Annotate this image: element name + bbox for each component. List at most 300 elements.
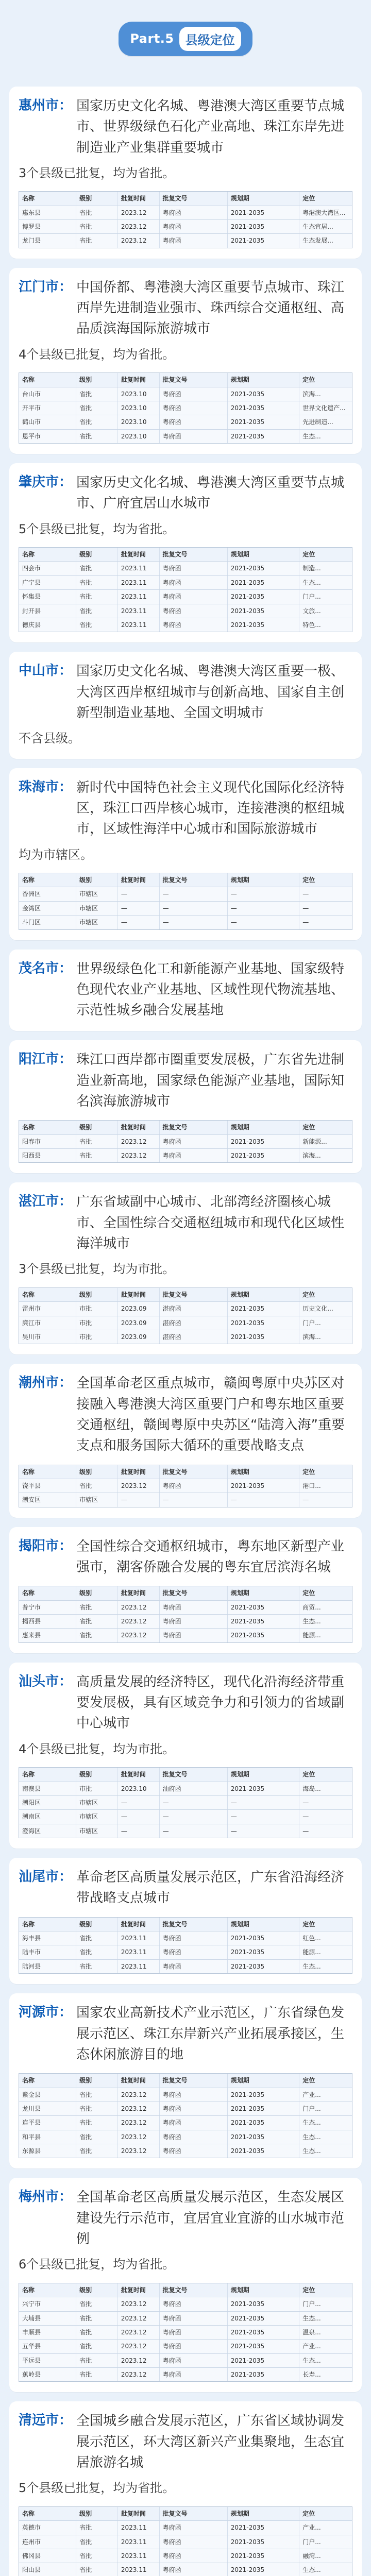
table-row bbox=[19, 618, 352, 632]
table-cell: 2023.12 bbox=[117, 2354, 159, 2367]
table-cell: 2021-2035 bbox=[227, 415, 299, 429]
table-cell: 2023.12 bbox=[117, 1149, 159, 1162]
table-row bbox=[19, 2563, 352, 2576]
table-cell: 省批 bbox=[76, 1149, 117, 1162]
table-row bbox=[19, 2144, 352, 2158]
table-header-cell: 规划期 bbox=[227, 1121, 299, 1134]
table-cell: 市辖区 bbox=[76, 902, 117, 915]
city-name: 揭阳市： bbox=[19, 1538, 73, 1554]
table-header-cell: 定位 bbox=[299, 548, 352, 561]
city-name: 湛江市： bbox=[19, 1194, 73, 1210]
city-description: 世界级绿色化工和新能源产业基地、国家级特色现代农业产业基地、区域性现代物流基地、示范性城乡融合发展基地 bbox=[76, 961, 345, 1019]
table-header-cell: 定位 bbox=[299, 1918, 352, 1931]
table-cell: 文旅... bbox=[299, 604, 352, 618]
table-cell: 市辖区 bbox=[76, 1493, 117, 1506]
table-row bbox=[19, 1614, 352, 1628]
table-cell: 省批 bbox=[76, 2340, 117, 2353]
table-header-cell: 名称 bbox=[22, 1468, 35, 1476]
table-header-cell: 规划期 bbox=[227, 2283, 299, 2297]
approval-note: 4个县级已批复，均为省批。 bbox=[19, 347, 175, 362]
table-cell: 粤府函 bbox=[159, 2312, 227, 2325]
table-cell: 产业... bbox=[299, 2340, 352, 2353]
table-cell: — bbox=[159, 1824, 227, 1838]
table-cell: 2021-2035 bbox=[227, 2354, 299, 2367]
table-cell: 2021-2035 bbox=[227, 1479, 299, 1493]
table-cell: 2021-2035 bbox=[227, 1302, 299, 1315]
table-row bbox=[19, 2353, 352, 2367]
table-cell: 2023.12 bbox=[117, 1135, 159, 1148]
table-cell: 吴川市 bbox=[22, 1333, 41, 1341]
table-cell: 湛府函 bbox=[159, 1316, 227, 1330]
table-row bbox=[19, 233, 352, 247]
table-cell: 2023.11 bbox=[117, 1945, 159, 1959]
table-cell: 2021-2035 bbox=[227, 1330, 299, 1344]
table-cell: 2023.12 bbox=[117, 2297, 159, 2311]
table-cell: 陆丰市 bbox=[22, 1948, 41, 1956]
table-header-cell: 规划期 bbox=[227, 548, 299, 561]
table-cell: 蕉岭县 bbox=[22, 2371, 41, 2379]
table-cell: 粤府函 bbox=[159, 1629, 227, 1642]
approval-note: 3个县级已批复，均为市批。 bbox=[19, 1262, 175, 1277]
table-cell: 东源县 bbox=[22, 2147, 41, 2155]
city-section bbox=[9, 2401, 362, 2576]
table-row bbox=[19, 887, 352, 901]
table-cell: 2023.11 bbox=[117, 618, 159, 632]
table-cell: 2021-2035 bbox=[227, 387, 299, 401]
table-cell: 粤府函 bbox=[159, 2340, 227, 2353]
table-cell: — bbox=[117, 1493, 159, 1506]
table-header-cell: 名称 bbox=[22, 1920, 35, 1928]
county-table bbox=[19, 2283, 352, 2382]
table-header-cell: 名称 bbox=[22, 1124, 35, 1131]
table-cell: — bbox=[299, 1824, 352, 1838]
table-header-cell: 级别 bbox=[76, 1768, 117, 1781]
table-cell: 粤府函 bbox=[159, 1601, 227, 1614]
city-name: 茂名市： bbox=[19, 960, 73, 976]
table-header-cell: 级别 bbox=[76, 1586, 117, 1600]
city-section bbox=[9, 652, 362, 758]
city-name: 梅州市： bbox=[19, 2189, 73, 2205]
table-header-cell: 名称 bbox=[22, 1291, 35, 1298]
table-header-row bbox=[19, 1288, 352, 1301]
table-header-cell: 规划期 bbox=[227, 192, 299, 205]
table-cell: 省批 bbox=[76, 1135, 117, 1148]
table-cell: 省批 bbox=[76, 1945, 117, 1959]
table-cell: 2021-2035 bbox=[227, 2088, 299, 2102]
table-cell: — bbox=[159, 1796, 227, 1809]
table-cell: 2023.11 bbox=[117, 590, 159, 603]
table-cell: 生态... bbox=[299, 430, 352, 443]
table-cell: — bbox=[227, 1824, 299, 1838]
city-section bbox=[9, 950, 362, 1031]
city-description: 国家农业高新技术产业示范区，广东省绿色发展示范区、珠江东岸新兴产业拓展承接区，生态休闲旅游目的地 bbox=[76, 2005, 345, 2062]
table-cell: 2023.12 bbox=[117, 1601, 159, 1614]
table-header-cell: 级别 bbox=[76, 548, 117, 561]
table-cell: 2021-2035 bbox=[227, 1960, 299, 1973]
table-cell: 2023.11 bbox=[117, 604, 159, 618]
table-header-cell: 批复时间 bbox=[117, 1121, 159, 1134]
table-cell: 产业... bbox=[299, 2088, 352, 2102]
table-header-cell: 规划期 bbox=[227, 1768, 299, 1781]
city-section bbox=[9, 268, 362, 454]
table-cell: 2021-2035 bbox=[227, 401, 299, 415]
table-cell: — bbox=[159, 1493, 227, 1506]
city-description: 全国革命老区重点城市，赣闽粤原中央苏区对接融入粤港澳大湾区重要门户和粤东地区重要交通枢纽，赣闽粤原中央苏区“陆湾入海”重要支点和服务国际大循环的重要战略支点 bbox=[76, 1376, 345, 1454]
table-cell: — bbox=[117, 1824, 159, 1838]
table-cell: 粤府函 bbox=[159, 206, 227, 219]
table-cell: 和平县 bbox=[22, 2133, 41, 2141]
table-cell: 港口... bbox=[299, 1479, 352, 1493]
county-table bbox=[19, 547, 352, 632]
table-cell: 2021-2035 bbox=[227, 576, 299, 589]
table-cell: 2023.11 bbox=[117, 2563, 159, 2576]
table-cell: 雷州市 bbox=[22, 1305, 41, 1313]
table-header-cell: 名称 bbox=[22, 2077, 35, 2084]
table-cell: 世界文化遗产... bbox=[299, 401, 352, 415]
table-cell: 门户... bbox=[299, 590, 352, 603]
table-header-row bbox=[19, 1768, 352, 1781]
table-cell: 2021-2035 bbox=[227, 2549, 299, 2563]
table-cell: 粤府函 bbox=[159, 2297, 227, 2311]
table-row bbox=[19, 1809, 352, 1823]
table-row bbox=[19, 901, 352, 915]
table-cell: 2023.12 bbox=[117, 1615, 159, 1628]
table-cell: 2021-2035 bbox=[227, 2312, 299, 2325]
table-header-cell: 级别 bbox=[76, 1288, 117, 1301]
table-cell: 2023.12 bbox=[117, 2312, 159, 2325]
table-row bbox=[19, 1782, 352, 1795]
table-cell: 潮阳区 bbox=[22, 1799, 41, 1806]
county-table bbox=[19, 1767, 352, 1838]
table-cell: 紫金县 bbox=[22, 2091, 41, 2098]
table-cell: 门户... bbox=[299, 2535, 352, 2549]
table-header-cell: 规划期 bbox=[227, 1586, 299, 1600]
table-cell: 粤府函 bbox=[159, 430, 227, 443]
table-cell: 龙川县 bbox=[22, 2105, 41, 2112]
table-cell: 省批 bbox=[76, 604, 117, 618]
city-section bbox=[9, 1040, 362, 1173]
table-cell: 封开县 bbox=[22, 607, 41, 615]
table-cell: 市辖区 bbox=[76, 887, 117, 901]
table-cell: 平远县 bbox=[22, 2357, 41, 2364]
table-header-cell: 定位 bbox=[299, 873, 352, 887]
table-cell: — bbox=[299, 1493, 352, 1506]
table-cell: 2021-2035 bbox=[227, 206, 299, 219]
approval-note: 5个县级已批复，均为省批。 bbox=[19, 2481, 175, 2496]
table-cell: 省批 bbox=[76, 2088, 117, 2102]
table-cell: 湛府函 bbox=[159, 1330, 227, 1344]
table-cell: 2021-2035 bbox=[227, 1615, 299, 1628]
approval-note: 不含县级。 bbox=[19, 731, 80, 746]
table-cell: — bbox=[299, 1810, 352, 1823]
table-row bbox=[19, 401, 352, 415]
county-table bbox=[19, 1586, 352, 1643]
table-header-cell: 批复时间 bbox=[117, 873, 159, 887]
county-table bbox=[19, 873, 352, 930]
table-cell: 兴宁市 bbox=[22, 2300, 41, 2308]
table-header-cell: 批复文号 bbox=[159, 2074, 227, 2087]
table-cell: 粤府函 bbox=[159, 2354, 227, 2367]
table-header-cell: 批复文号 bbox=[159, 548, 227, 561]
table-row bbox=[19, 1316, 352, 1330]
table-row bbox=[19, 2535, 352, 2549]
table-cell: 生态... bbox=[299, 1960, 352, 1973]
county-table bbox=[19, 2073, 352, 2158]
table-header-cell: 级别 bbox=[76, 1465, 117, 1479]
table-cell: 粤府函 bbox=[159, 2549, 227, 2563]
table-cell: — bbox=[159, 902, 227, 915]
table-cell: 2023.10 bbox=[117, 415, 159, 429]
city-name: 江门市： bbox=[19, 279, 73, 295]
table-header-cell: 级别 bbox=[76, 1918, 117, 1931]
city-name: 潮州市： bbox=[19, 1375, 73, 1391]
table-cell: 省批 bbox=[76, 562, 117, 575]
table-cell: 2021-2035 bbox=[227, 1931, 299, 1945]
city-description: 广东省域副中心城市、北部湾经济圈核心城市、全国性综合交通枢纽城市和现代化区域性海洋城市 bbox=[76, 1194, 345, 1252]
table-row bbox=[19, 1330, 352, 1344]
table-cell: 潮南区 bbox=[22, 1813, 41, 1821]
county-table bbox=[19, 191, 352, 248]
table-cell: 2021-2035 bbox=[227, 590, 299, 603]
city-line bbox=[19, 1373, 352, 1456]
table-cell: — bbox=[227, 902, 299, 915]
table-cell: 省批 bbox=[76, 2130, 117, 2144]
table-cell: 2021-2035 bbox=[227, 2535, 299, 2549]
city-description: 新时代中国特色社会主义现代化国际化经济特区，珠江口西岸核心城市，连接港澳的枢纽城市，区域性海洋中心城市和国际旅游城市 bbox=[76, 779, 345, 837]
table-cell: 2021-2035 bbox=[227, 430, 299, 443]
table-header-cell: 名称 bbox=[22, 876, 35, 884]
table-cell: 2021-2035 bbox=[227, 2563, 299, 2576]
table-cell: 惠来县 bbox=[22, 1632, 41, 1639]
table-cell: 2021-2035 bbox=[227, 2144, 299, 2158]
table-cell: 省批 bbox=[76, 2563, 117, 2576]
table-cell: 饶平县 bbox=[22, 1482, 41, 1489]
table-header-cell: 规划期 bbox=[227, 2074, 299, 2087]
table-cell: 2023.10 bbox=[117, 430, 159, 443]
table-cell: 2023.12 bbox=[117, 2340, 159, 2353]
table-cell: 2023.10 bbox=[117, 1782, 159, 1795]
city-line bbox=[19, 2003, 352, 2065]
table-row bbox=[19, 561, 352, 575]
table-header-row bbox=[19, 873, 352, 887]
table-row bbox=[19, 1931, 352, 1945]
table-cell: 生态... bbox=[299, 1615, 352, 1628]
table-cell: 连平县 bbox=[22, 2119, 41, 2127]
table-cell: 2023.09 bbox=[117, 1302, 159, 1315]
city-description: 国家历史文化名城、粤港澳大湾区重要节点城市、世界级绿色石化产业高地、珠江东岸先进制造业产业集群重要城市 bbox=[76, 98, 345, 156]
table-cell: — bbox=[299, 916, 352, 929]
table-cell: 丰顺县 bbox=[22, 2328, 41, 2336]
table-header-cell: 规划期 bbox=[227, 373, 299, 386]
table-row bbox=[19, 219, 352, 233]
table-header-cell: 规划期 bbox=[227, 873, 299, 887]
table-cell: — bbox=[227, 1810, 299, 1823]
table-cell: 斗门区 bbox=[22, 919, 41, 926]
table-header-cell: 批复文号 bbox=[159, 373, 227, 386]
table-header-cell: 名称 bbox=[22, 376, 35, 384]
table-cell: 粤府函 bbox=[159, 2144, 227, 2158]
table-cell: 2023.12 bbox=[117, 1479, 159, 1493]
table-cell: 市批 bbox=[76, 1330, 117, 1344]
table-cell: 粤府函 bbox=[159, 2102, 227, 2115]
table-cell: 市批 bbox=[76, 1302, 117, 1315]
table-cell: 广宁县 bbox=[22, 579, 41, 586]
city-section bbox=[9, 87, 362, 259]
table-cell: 粤府函 bbox=[159, 2521, 227, 2534]
table-header-cell: 批复文号 bbox=[159, 192, 227, 205]
table-cell: 潮安区 bbox=[22, 1496, 41, 1504]
county-table bbox=[19, 1465, 352, 1507]
table-cell: — bbox=[117, 1810, 159, 1823]
table-cell: 阳西县 bbox=[22, 1152, 41, 1160]
city-description: 中国侨都、粤港澳大湾区重要节点城市、珠江西岸先进制造业强市、珠西综合交通枢纽、高品质滨海国际旅游城市 bbox=[76, 279, 345, 337]
city-description: 革命老区高质量发展示范区，广东省沿海经济带战略支点城市 bbox=[76, 1870, 345, 1906]
table-cell: 生态... bbox=[299, 2116, 352, 2129]
table-header-cell: 定位 bbox=[299, 1465, 352, 1479]
approval-note: 3个县级已批复，均为省批。 bbox=[19, 165, 175, 180]
table-cell: 海岛... bbox=[299, 1782, 352, 1795]
table-cell: 恩平市 bbox=[22, 432, 41, 440]
part-label: Part.5 bbox=[130, 31, 174, 46]
table-cell: 省批 bbox=[76, 2312, 117, 2325]
table-cell: 澄海区 bbox=[22, 1827, 41, 1835]
table-row bbox=[19, 2297, 352, 2311]
table-cell: 省批 bbox=[76, 576, 117, 589]
table-cell: 粤府函 bbox=[159, 2088, 227, 2102]
table-cell: 2021-2035 bbox=[227, 1601, 299, 1614]
table-header-cell: 批复时间 bbox=[117, 1465, 159, 1479]
table-cell: 粤府函 bbox=[159, 415, 227, 429]
table-header-cell: 批复文号 bbox=[159, 1918, 227, 1931]
table-header-row bbox=[19, 1918, 352, 1931]
table-cell: — bbox=[117, 887, 159, 901]
table-cell: — bbox=[227, 916, 299, 929]
table-cell: — bbox=[117, 1796, 159, 1809]
table-row bbox=[19, 1134, 352, 1148]
table-cell: 省批 bbox=[76, 590, 117, 603]
table-row bbox=[19, 2102, 352, 2115]
table-cell: 粤府函 bbox=[159, 562, 227, 575]
table-cell: 五华县 bbox=[22, 2343, 41, 2350]
table-cell: 市辖区 bbox=[76, 1796, 117, 1809]
table-cell: 省批 bbox=[76, 2521, 117, 2534]
table-header-cell: 级别 bbox=[76, 1121, 117, 1134]
table-cell: 2023.12 bbox=[117, 1629, 159, 1642]
table-row bbox=[19, 1795, 352, 1809]
table-cell: 南澳县 bbox=[22, 1785, 41, 1792]
city-section bbox=[9, 2178, 362, 2392]
table-header-cell: 定位 bbox=[299, 1121, 352, 1134]
table-row bbox=[19, 2088, 352, 2102]
table-header-cell: 定位 bbox=[299, 192, 352, 205]
table-cell: 粤府函 bbox=[159, 2535, 227, 2549]
table-cell: 2021-2035 bbox=[227, 1629, 299, 1642]
table-cell: 2023.11 bbox=[117, 2535, 159, 2549]
city-section bbox=[9, 1993, 362, 2168]
table-row bbox=[19, 1628, 352, 1642]
table-cell: 省批 bbox=[76, 2368, 117, 2381]
table-cell: 滨海... bbox=[299, 1330, 352, 1344]
city-line bbox=[19, 1672, 352, 1734]
table-header-cell: 批复时间 bbox=[117, 2074, 159, 2087]
table-cell: 粤府函 bbox=[159, 1960, 227, 1973]
table-cell: — bbox=[299, 887, 352, 901]
table-row bbox=[19, 1479, 352, 1493]
table-header-cell: 名称 bbox=[22, 2510, 35, 2517]
table-header-cell: 定位 bbox=[299, 1288, 352, 1301]
approval-note: 4个县级已批复，均为市批。 bbox=[19, 1741, 175, 1756]
table-row bbox=[19, 429, 352, 443]
city-section bbox=[9, 1182, 362, 1354]
table-cell: 揭西县 bbox=[22, 1618, 41, 1625]
table-cell: 2023.11 bbox=[117, 2549, 159, 2563]
table-row bbox=[19, 1959, 352, 1973]
table-cell: — bbox=[159, 1810, 227, 1823]
table-header-row bbox=[19, 373, 352, 386]
approval-note: 均为市辖区。 bbox=[19, 847, 93, 862]
city-name: 河源市： bbox=[19, 2005, 73, 2021]
table-cell: 英德市 bbox=[22, 2524, 41, 2532]
table-cell: 省批 bbox=[76, 220, 117, 233]
table-cell: 2021-2035 bbox=[227, 220, 299, 233]
table-cell: 制造... bbox=[299, 562, 352, 575]
table-cell: 2021-2035 bbox=[227, 562, 299, 575]
county-table bbox=[19, 1120, 352, 1163]
table-cell: 先进制造... bbox=[299, 415, 352, 429]
city-name: 阳江市： bbox=[19, 1052, 73, 1067]
table-cell: 市辖区 bbox=[76, 916, 117, 929]
table-cell: 生态宜居... bbox=[299, 220, 352, 233]
city-name: 清远市： bbox=[19, 2413, 73, 2429]
table-header-cell: 批复文号 bbox=[159, 2507, 227, 2520]
table-cell: 粤府函 bbox=[159, 576, 227, 589]
table-row bbox=[19, 575, 352, 589]
table-cell: 省批 bbox=[76, 2144, 117, 2158]
table-cell: 省批 bbox=[76, 430, 117, 443]
table-cell: 四会市 bbox=[22, 565, 41, 572]
table-cell: 生态... bbox=[299, 2354, 352, 2367]
table-cell: 鹤山市 bbox=[22, 418, 41, 426]
table-cell: 2021-2035 bbox=[227, 2102, 299, 2115]
table-cell: 粤府函 bbox=[159, 604, 227, 618]
part-badge bbox=[119, 22, 252, 56]
table-cell: 2023.11 bbox=[117, 2521, 159, 2534]
table-cell: 粤府函 bbox=[159, 1615, 227, 1628]
table-cell: 2023.12 bbox=[117, 220, 159, 233]
table-cell: 商贸... bbox=[299, 1601, 352, 1614]
city-line bbox=[19, 96, 352, 158]
table-cell: — bbox=[227, 887, 299, 901]
table-cell: 能源... bbox=[299, 1945, 352, 1959]
table-header-cell: 批复时间 bbox=[117, 548, 159, 561]
table-cell: 生态... bbox=[299, 2144, 352, 2158]
table-cell: 省批 bbox=[76, 2297, 117, 2311]
table-cell: 门户... bbox=[299, 1316, 352, 1330]
city-name: 中山市： bbox=[19, 663, 73, 679]
county-table bbox=[19, 372, 352, 444]
table-cell: 粤府函 bbox=[159, 618, 227, 632]
county-table bbox=[19, 2506, 352, 2576]
table-cell: 粤府函 bbox=[159, 401, 227, 415]
table-cell: 2023.11 bbox=[117, 1960, 159, 1973]
city-line bbox=[19, 277, 352, 340]
table-cell: 省批 bbox=[76, 1960, 117, 1973]
table-header-cell: 规划期 bbox=[227, 1918, 299, 1931]
table-cell: 粤府函 bbox=[159, 590, 227, 603]
table-cell: 市批 bbox=[76, 1316, 117, 1330]
table-header-row bbox=[19, 2074, 352, 2087]
city-line bbox=[19, 1867, 352, 1909]
